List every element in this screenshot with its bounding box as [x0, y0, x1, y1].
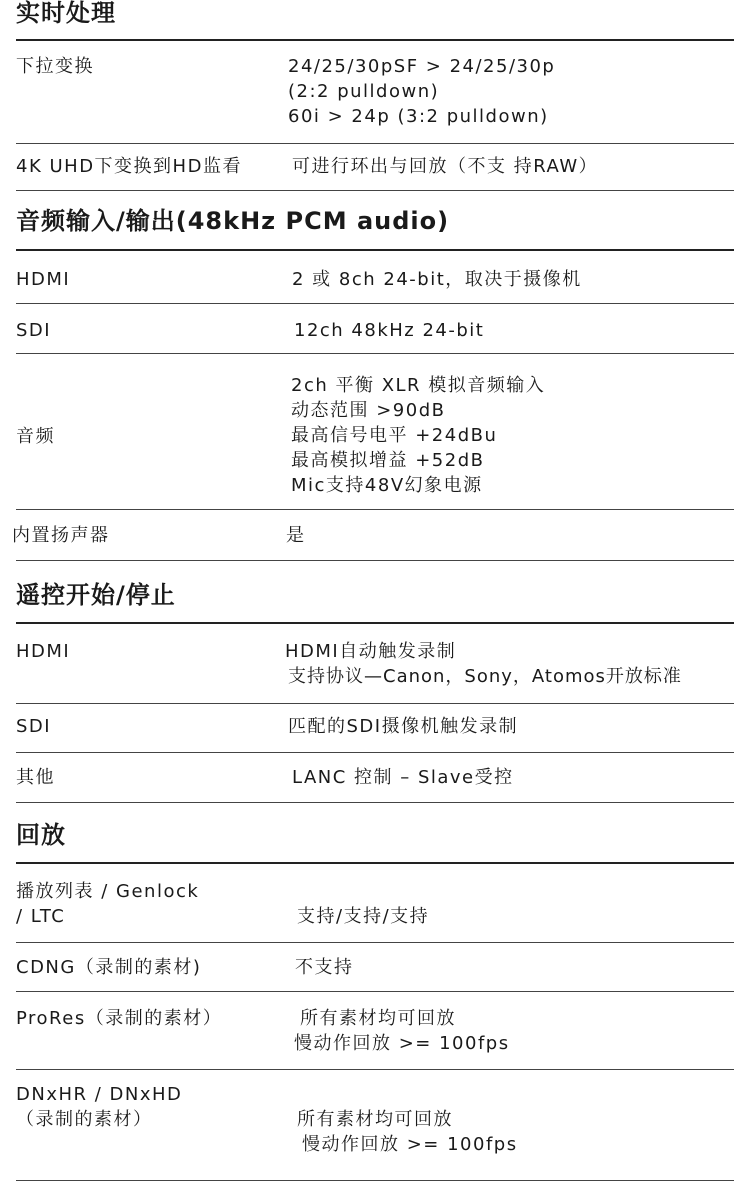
- row-value: 可进行环出与回放（不支 持RAW）: [292, 156, 599, 177]
- row-divider: [16, 1069, 734, 1070]
- row-value: 60i > 24p (3:2 pulldown): [288, 106, 549, 127]
- row-label: HDMI: [16, 641, 71, 662]
- row-divider: [16, 143, 734, 144]
- row-label: HDMI: [16, 269, 71, 290]
- section-divider: [16, 622, 734, 624]
- row-value: 2 或 8ch 24-bit，取决于摄像机: [292, 269, 582, 290]
- row-divider: [16, 560, 734, 561]
- row-label: 4K UHD下变换到HD监看: [16, 156, 242, 177]
- row-value: 最高信号电平 +24dBu: [291, 425, 498, 446]
- row-value: LANC 控制 – Slave受控: [292, 767, 514, 788]
- row-label: （录制的素材）: [16, 1109, 153, 1130]
- row-value: 所有素材均可回放: [297, 1109, 453, 1130]
- row-divider: [16, 991, 734, 992]
- row-divider: [16, 802, 734, 803]
- row-value: 12ch 48kHz 24-bit: [294, 320, 485, 341]
- row-value: 慢动作回放 >= 100fps: [302, 1134, 518, 1155]
- row-value: 2ch 平衡 XLR 模拟音频输入: [291, 375, 546, 396]
- row-divider: [16, 752, 734, 753]
- row-value: 动态范围 >90dB: [291, 400, 446, 421]
- section-title-remote-start-stop: 遥控开始/停止: [16, 581, 176, 609]
- row-label: 播放列表 / Genlock: [16, 881, 200, 902]
- row-divider: [16, 942, 734, 943]
- section-title-realtime-processing: 实时处理: [16, 0, 116, 27]
- row-label: ProRes（录制的素材）: [16, 1008, 223, 1029]
- row-divider: [16, 1180, 734, 1181]
- section-divider: [16, 249, 734, 251]
- row-label: / LTC: [16, 906, 66, 927]
- row-divider: [16, 353, 734, 354]
- row-label: CDNG（录制的素材): [16, 957, 202, 978]
- row-value: (2:2 pulldown): [288, 81, 440, 102]
- row-value: 支持/支持/支持: [297, 906, 430, 927]
- row-divider: [16, 509, 734, 510]
- row-label: SDI: [16, 320, 52, 341]
- row-label: 其他: [16, 767, 55, 788]
- row-label: 内置扬声器: [12, 525, 110, 546]
- row-divider: [16, 703, 734, 704]
- section-divider: [16, 39, 734, 41]
- section-divider: [16, 862, 734, 864]
- row-value: 慢动作回放 >= 100fps: [294, 1033, 510, 1054]
- row-value: 匹配的SDI摄像机触发录制: [288, 716, 519, 737]
- row-label: DNxHR / DNxHD: [16, 1084, 183, 1105]
- row-value: 不支持: [295, 957, 354, 978]
- section-title-audio-io: 音频输入/输出(48kHz PCM audio): [16, 207, 450, 235]
- row-value: 24/25/30pSF > 24/25/30p: [288, 56, 556, 77]
- row-value: 所有素材均可回放: [300, 1008, 456, 1029]
- row-divider: [16, 190, 734, 191]
- row-value: Mic支持48V幻象电源: [291, 475, 483, 496]
- row-label: SDI: [16, 716, 52, 737]
- row-value: 是: [286, 525, 306, 546]
- row-value: 支持协议—Canon，Sony，Atomos开放标准: [288, 666, 682, 687]
- row-label: 音频: [16, 426, 55, 447]
- section-title-playback: 回放: [16, 821, 66, 849]
- row-divider: [16, 303, 734, 304]
- row-value: 最高模拟增益 +52dB: [291, 450, 485, 471]
- row-value: HDMI自动触发录制: [285, 641, 457, 662]
- row-label: 下拉变换: [16, 56, 94, 77]
